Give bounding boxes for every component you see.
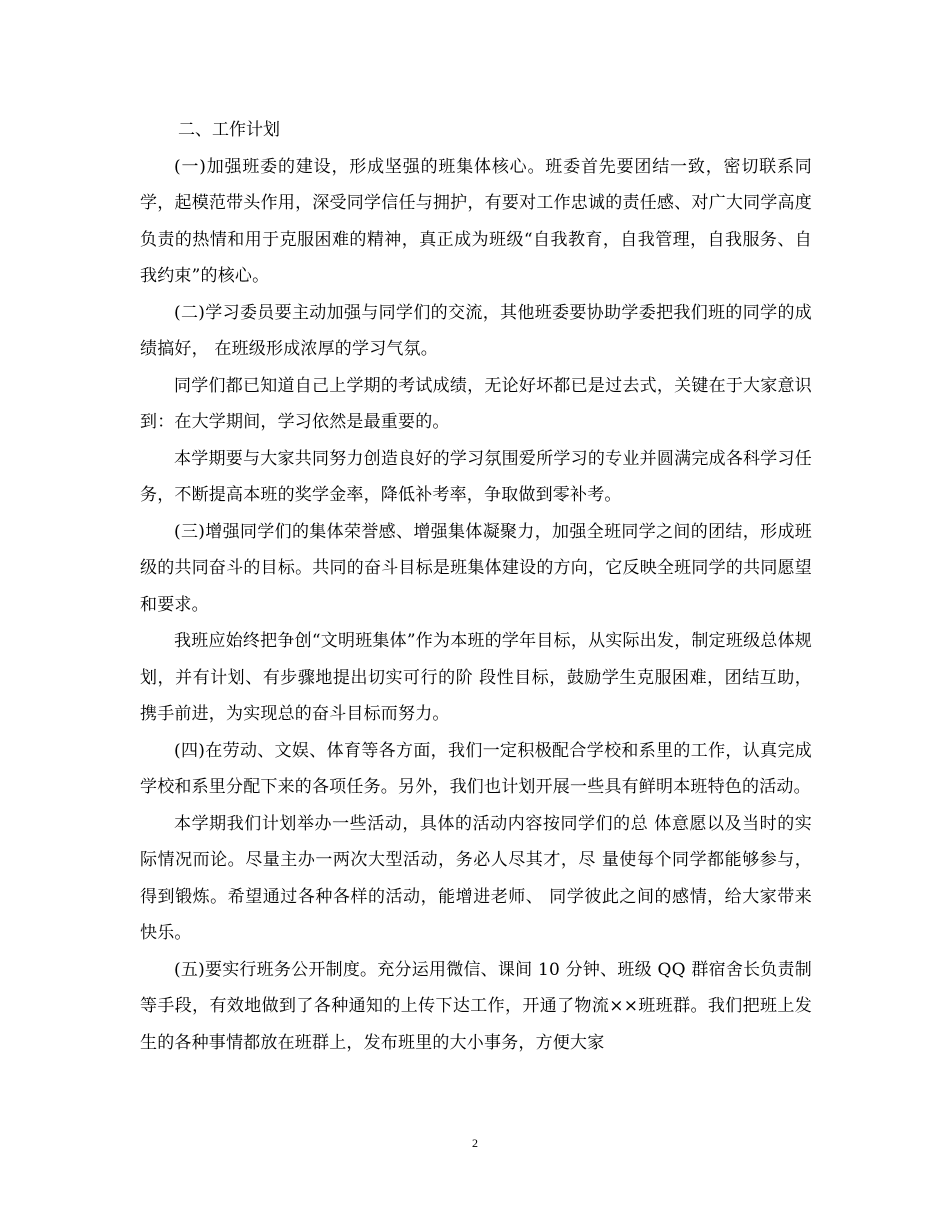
paragraph-6: 我班应始终把争创“文明班集体”作为本班的学年目标，从实际出发，制定班级总体规划，并有计划、有步骤地提出切实可行的阶 段性目标，鼓励学生克服困难，团结互助，携手前进，为实现总的奋斗目标而努力。 xyxy=(140,631,812,724)
paragraph-8: 本学期我们计划举办一些活动，具体的活动内容按同学们的总 体意愿以及当时的实际情况而论。尽量主办一两次大型活动，务必人尽其才，尽 量使每个同学都能够参与，得到锻炼。希望通过各种各样的活动，能增进老师、 同学彼此之间的感情，给大家带来快乐。 xyxy=(140,813,812,943)
document-body xyxy=(140,112,812,1061)
paragraph-5: (三)增强同学们的集体荣誉感、增强集体凝聚力，加强全班同学之间的团结，形成班级的共同奋斗的目标。共同的奋斗目标是班集体建设的方向，它反映全班同学的共同愿望和要求。 xyxy=(140,521,812,615)
paragraph-9: (五)要实行班务公开制度。充分运用微信、课间 10 分钟、班级 QQ 群宿舍长负责制等手段，有效地做到了各种通知的上传下达工作，开通了物流××班班群。我们把班上发生的各种事情都放在班群上，发布班里的大小事务，方便大家 xyxy=(140,959,812,1053)
page-number: 2 xyxy=(472,1136,478,1150)
paragraph-3: 同学们都已知道自己上学期的考试成绩，无论好坏都已是过去式，关键在于大家意识到：在大学期间，学习依然是最重要的。 xyxy=(140,375,812,432)
paragraph-1: (一)加强班委的建设，形成坚强的班集体核心。班委首先要团结一致，密切联系同学，起模范带头作用，深受同学信任与拥护，有要对工作忠诚的责任感、对广大同学高度负责的热情和用于克服困难的精神，真正成为班级“自我教育，自我管理，自我服务、自我约束”的核心。 xyxy=(140,156,812,286)
paragraph-7: (四)在劳动、文娱、体育等各方面，我们一定积极配合学校和系里的工作，认真完成学校和系里分配下来的各项任务。另外，我们也计划开展一些具有鲜明本班特色的活动。 xyxy=(140,740,812,797)
section-heading: 二、工作计划 xyxy=(178,120,280,140)
paragraph-4: 本学期要与大家共同努力创造良好的学习氛围爱所学习的专业并圆满完成各科学习任务，不断提高本班的奖学金率，降低补考率，争取做到零补考。 xyxy=(140,448,812,505)
paragraph-2: (二)学习委员要主动加强与同学们的交流，其他班委要协助学委把我们班的同学的成绩搞好， 在班级形成浓厚的学习气氛。 xyxy=(140,302,812,359)
